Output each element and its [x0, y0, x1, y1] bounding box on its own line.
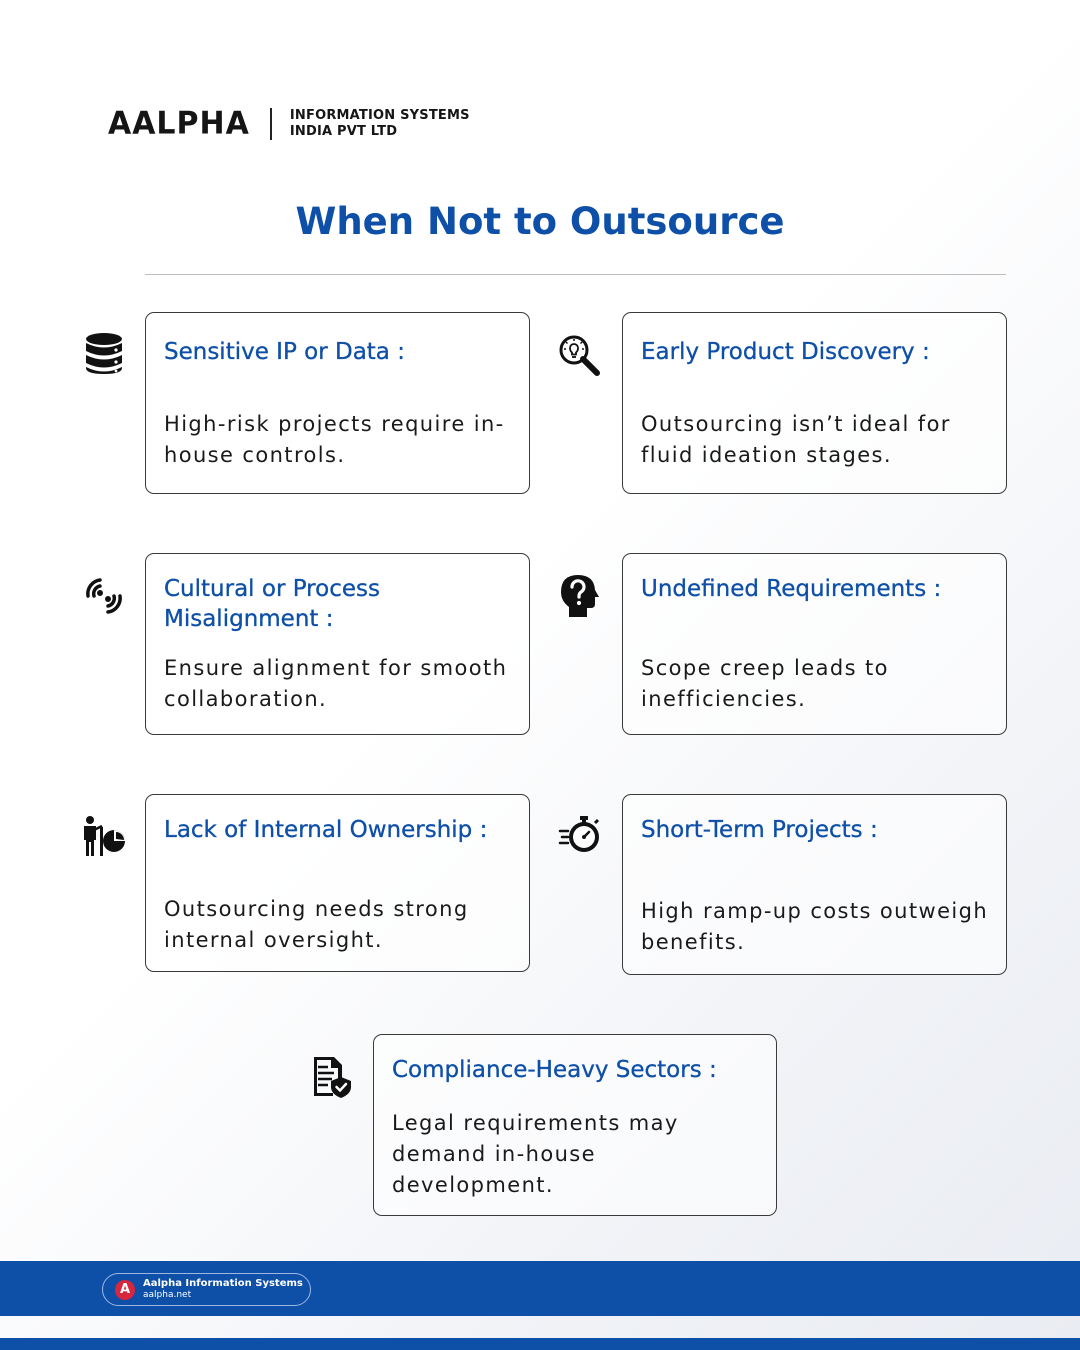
footer-strip — [0, 1338, 1080, 1350]
database-icon — [80, 330, 128, 378]
brand-logo-icon: A — [115, 1280, 135, 1300]
card-description: Outsourcing needs strong internal oversight. — [164, 897, 469, 952]
card-title: Early Product Discovery : — [641, 339, 930, 365]
sync-signal-icon — [80, 572, 128, 620]
logo-subtitle — [290, 108, 470, 140]
logo-subtitle-line1: INFORMATION SYSTEMS — [289, 107, 470, 123]
company-logo — [108, 106, 470, 141]
magnifier-lightbulb-icon — [556, 332, 604, 380]
head-question-icon — [554, 572, 602, 620]
card-compliance — [373, 1034, 777, 1216]
logo-subtitle-line2: INDIA PVT LTD — [289, 123, 398, 139]
card-description: High ramp-up costs outweigh benefits. — [641, 899, 989, 954]
title-divider — [145, 274, 1006, 275]
card-title: Short-Term Projects : — [641, 817, 878, 843]
card-title: Sensitive IP or Data : — [164, 339, 405, 365]
document-shield-icon — [308, 1053, 356, 1101]
card-description: High-risk projects require in-house controls. — [164, 412, 505, 467]
card-title: Lack of Internal Ownership : — [164, 817, 488, 843]
card-title: Cultural or Process Misalignment : — [164, 576, 380, 632]
footer-url: aalpha.net — [143, 1290, 192, 1300]
card-undefined-requirements — [622, 553, 1007, 735]
card-description: Scope creep leads to inefficiencies. — [641, 656, 889, 711]
card-description: Ensure alignment for smooth collaboration. — [164, 656, 508, 711]
page-title: When Not to Outsource — [295, 200, 785, 243]
card-description: Outsourcing isn’t ideal for fluid ideation stages. — [641, 412, 951, 467]
logo-wordmark: AALPHA — [108, 105, 250, 142]
presenter-chart-icon — [80, 813, 128, 861]
card-description: Legal requirements may demand in-house development. — [392, 1111, 679, 1197]
card-short-term — [622, 794, 1007, 975]
card-internal-ownership — [145, 794, 530, 972]
card-title: Compliance-Heavy Sectors : — [392, 1057, 717, 1083]
card-title: Undefined Requirements : — [641, 576, 942, 602]
stopwatch-icon — [558, 813, 606, 861]
card-early-discovery — [622, 312, 1007, 494]
footer-brand-pill[interactable] — [102, 1273, 311, 1306]
card-cultural-misalignment — [145, 553, 530, 735]
logo-divider — [270, 108, 272, 140]
card-sensitive-ip — [145, 312, 530, 494]
footer-brand-name: Aalpha Information Systems — [143, 1278, 303, 1289]
